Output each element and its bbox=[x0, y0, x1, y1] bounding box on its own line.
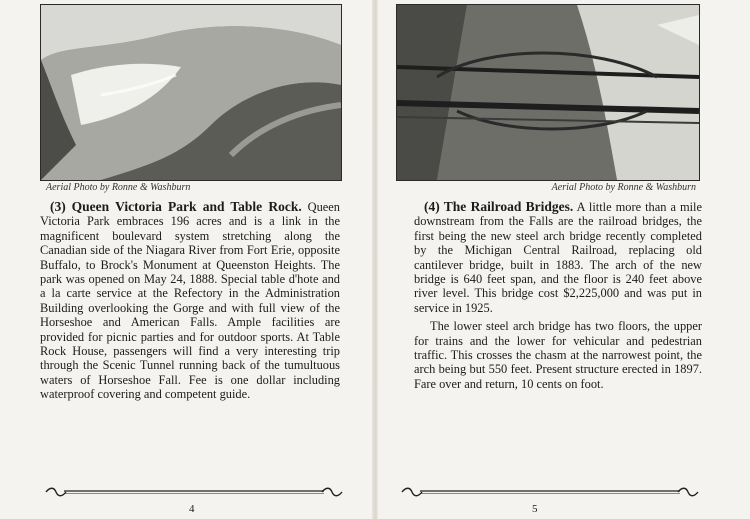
photo-credit: Aerial Photo by Ronne & Washburn bbox=[551, 182, 696, 193]
aerial-photo-railroad-bridges bbox=[396, 4, 700, 181]
page-number: 4 bbox=[189, 503, 195, 515]
aerial-photo-horseshoe-falls bbox=[40, 4, 342, 181]
section-heading: Queen Victoria Park and Table Rock. bbox=[71, 199, 302, 214]
ornamental-rule bbox=[44, 486, 344, 498]
page-number: 5 bbox=[532, 503, 538, 515]
right-page bbox=[378, 0, 750, 519]
section-paragraph bbox=[40, 200, 340, 402]
left-page bbox=[0, 0, 372, 519]
section-number: (3) bbox=[50, 199, 66, 214]
section-number: (4) bbox=[424, 199, 440, 214]
ornamental-rule bbox=[400, 486, 700, 498]
section-4-text bbox=[414, 200, 702, 395]
photo-credit: Aerial Photo by Ronne & Washburn bbox=[46, 182, 191, 193]
section-3-text bbox=[40, 200, 340, 406]
section-paragraph bbox=[414, 200, 702, 315]
section-paragraph: The lower steel arch bridge has two floors, the upper for trains and the lower for vehicular and pedestrian traffic. This crosses the chasm at the narrowest point, the arch being but 550 feet. Present structure erected in 1897. Fare over and return, 10 cents on foot. bbox=[414, 319, 702, 391]
paragraph-body: Queen Victoria Park embraces 196 acres and is a link in the magnificent boulevard system stretching along the Canadian side of the Niagara River from Fort Erie, opposite Buffalo, to Brock's Monument at Queenston Heights. The park was opened on May 24, 1888. Special table d'hote and a la carte service at the Refectory in the Administration Building overlooking the Gorge and with full view of the Horseshoe and American Falls. Ample facilities are provided for picnic parties and for outdoor sports. At Table Rock House, passengers will find a very interesting trip through the Scenic Tunnel running back of the tumultuous waters of Horseshoe Fall. Fee is one dollar including waterproof covering and competent guide. bbox=[40, 200, 340, 402]
section-heading: The Railroad Bridges. bbox=[443, 199, 574, 214]
paragraph-body: A little more than a mile downstream from the Falls are the railroad bridges, the first being the new steel arch bridge recently completed by the Michigan Central Railroad, replacing old cantilever bridge, built in 1883. The arch of the new bridge is 640 feet span, and the floor is 240 feet above river level. This bridge cost $2,225,000 and was put in service in 1925. bbox=[414, 200, 702, 315]
